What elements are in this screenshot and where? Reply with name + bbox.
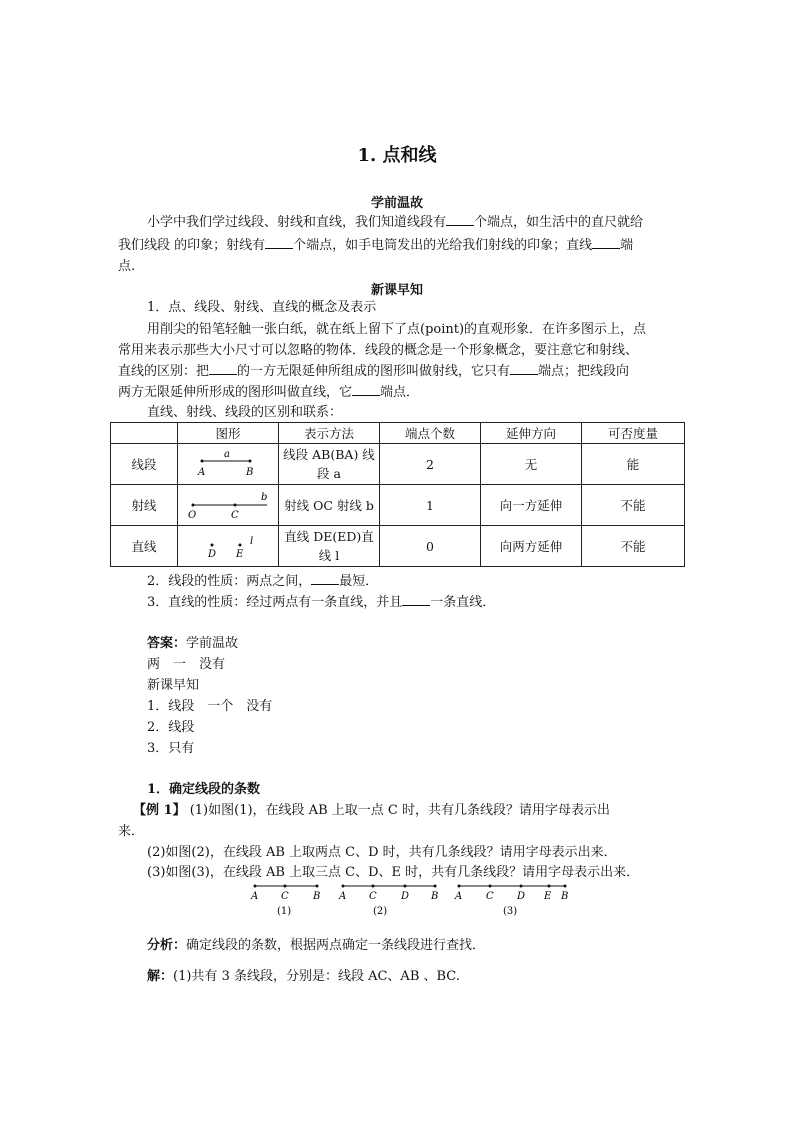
example-question-3: (3)如图(3)，在线段 AB 上取三点 C、D、E 时，共有几条线段？请用字母表示出来． xyxy=(147,865,640,880)
direction-cell: 向两方延伸 xyxy=(481,526,582,567)
fig-point: B xyxy=(313,891,321,902)
segment-figure xyxy=(178,444,279,485)
fig-tag: l xyxy=(250,536,254,547)
fig-tag: a xyxy=(224,449,230,460)
measurable-cell: 能 xyxy=(582,444,685,485)
new-lesson-heading: 新课早知 xyxy=(370,283,423,298)
fig-point: C xyxy=(486,891,494,902)
table-row xyxy=(111,526,685,567)
concept-line-1: 用削尖的铅笔轻触一张白纸，就在纸上留下了点(point)的直观形象．在许多图示上，点 xyxy=(147,322,647,337)
example-section-title: 1．确定线段的条数 xyxy=(147,782,261,797)
notation-cell: 直线 DE(ED)直 线 l xyxy=(279,526,380,567)
table-row xyxy=(111,444,685,485)
property-3: 3．直线的性质：经过两点有一条直线，并且 一条直线． xyxy=(147,595,496,610)
fig-point: D xyxy=(401,891,410,902)
answers-line: 两 一 没有 xyxy=(147,657,226,672)
table-header-row xyxy=(111,423,685,444)
notation-cell: 射线 OC 射线 b xyxy=(279,485,380,526)
fig-point: A xyxy=(339,891,347,902)
fig-point: O xyxy=(188,510,197,521)
header-cell: 可否度量 xyxy=(582,423,685,444)
header-cell: 端点个数 xyxy=(380,423,481,444)
answer-blank[interactable] xyxy=(402,593,430,606)
fig-point: C xyxy=(369,891,377,902)
row-name: 直线 xyxy=(111,526,178,567)
fig-point: D xyxy=(208,549,217,560)
measurable-cell: 不能 xyxy=(582,526,685,567)
answer-blank[interactable] xyxy=(446,213,474,226)
answer-blank[interactable] xyxy=(352,383,380,396)
ray-figure xyxy=(178,485,279,526)
fig-point: C xyxy=(231,510,239,521)
concept-line-4: 两方无限延伸所形成的图形叫做直线，它 端点． xyxy=(118,385,420,400)
fig-point: E xyxy=(544,891,552,902)
comparison-table xyxy=(110,422,685,567)
solution: 解：(1)共有 3 条线段，分别是：线段 AC、AB 、BC. xyxy=(147,969,460,984)
answer-blank[interactable] xyxy=(510,362,538,375)
endpoints-cell: 2 xyxy=(380,444,481,485)
preview-line-2: 我们线段 的印象；射线有 个端点，如手电筒发出的光给我们射线的印象；直线 端 xyxy=(118,238,634,253)
fig-caption: (3) xyxy=(503,906,518,917)
endpoints-cell: 1 xyxy=(380,485,481,526)
measurable-cell: 不能 xyxy=(582,485,685,526)
fig-point: A xyxy=(251,891,259,902)
example-question-1-cont: 来． xyxy=(118,824,145,839)
fig-point: A xyxy=(455,891,463,902)
table-row xyxy=(111,485,685,526)
fig-caption: (2) xyxy=(373,906,388,917)
example-figure-2 xyxy=(338,885,438,918)
line-figure xyxy=(178,526,279,567)
fig-point: C xyxy=(281,891,289,902)
example-figures xyxy=(245,880,575,920)
concept-line-2: 常用来表示那些大小尺寸可以忽略的物体．线段的概念是一个形象概念，要注意它和射线、 xyxy=(118,343,639,358)
analysis: 分析：确定线段的条数，根据两点确定一条线段进行查找． xyxy=(147,938,486,953)
answer-blank[interactable] xyxy=(592,236,620,249)
header-cell xyxy=(111,423,178,444)
row-name: 射线 xyxy=(111,485,178,526)
direction-cell: 无 xyxy=(481,444,582,485)
concept-line-3: 直线的区别：把 的一方无限延伸所组成的图形叫做射线，它只有 端点；把线段向 xyxy=(118,364,630,379)
property-2: 2．线段的性质：两点之间， 最短． xyxy=(147,574,379,589)
preview-heading: 学前温故 xyxy=(370,196,423,211)
fig-point: B xyxy=(246,467,254,478)
answers-header: 答案：学前温故 xyxy=(147,636,239,651)
answers-line: 2．线段 xyxy=(147,720,195,735)
example-figure-3 xyxy=(454,885,568,918)
answers-line: 新课早知 xyxy=(147,678,200,693)
fig-point: A xyxy=(198,467,206,478)
fig-point: E xyxy=(236,549,244,560)
fig-point: D xyxy=(517,891,526,902)
fig-caption: (1) xyxy=(277,906,292,917)
header-cell: 表示方法 xyxy=(279,423,380,444)
answer-blank[interactable] xyxy=(265,236,293,249)
example-question-1: 【例 1】 (1)如图(1)，在线段 AB 上取一点 C 时，共有几条线段？请用字母表示出 xyxy=(133,803,610,818)
header-cell: 图形 xyxy=(178,423,279,444)
fig-point: B xyxy=(431,891,439,902)
fig-tag: b xyxy=(261,492,268,503)
row-name: 线段 xyxy=(111,444,178,485)
page-title: 1. 点和线 xyxy=(357,145,437,166)
answer-blank[interactable] xyxy=(311,572,339,585)
example-figure-1 xyxy=(250,885,320,918)
preview-line-1: 小学中我们学过线段、射线和直线，我们知道线段有 个端点，如生活中的直尺就给 xyxy=(147,215,644,230)
example-question-2: (2)如图(2)，在线段 AB 上取两点 C、D 时，共有几条线段？请用字母表示出来． xyxy=(147,845,617,860)
fig-point: B xyxy=(561,891,569,902)
notation-cell: 线段 AB(BA) 线 段 a xyxy=(279,444,380,485)
table-caption: 直线、射线、线段的区别和联系： xyxy=(147,405,343,420)
endpoints-cell: 0 xyxy=(380,526,481,567)
answer-blank[interactable] xyxy=(209,362,237,375)
direction-cell: 向一方延伸 xyxy=(481,485,582,526)
answers-line: 1．线段 一个 没有 xyxy=(147,699,273,714)
preview-line-3: 点. xyxy=(118,259,136,274)
section-1-title: 1．点、线段、射线、直线的概念及表示 xyxy=(147,300,377,315)
header-cell: 延伸方向 xyxy=(481,423,582,444)
answers-line: 3．只有 xyxy=(147,741,195,756)
